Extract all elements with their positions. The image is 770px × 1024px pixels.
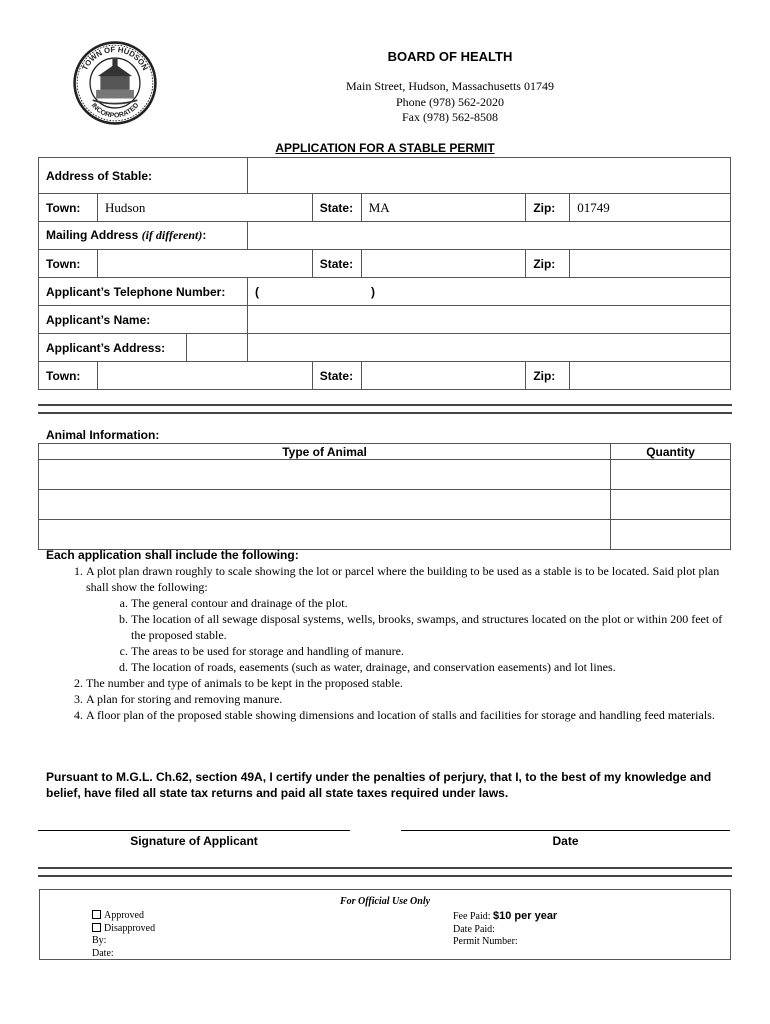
- type-of-animal-header: Type of Animal: [39, 444, 611, 460]
- applicant-state-field[interactable]: [361, 362, 526, 390]
- requirements-list: [48, 563, 728, 723]
- animal-type-field[interactable]: [39, 460, 611, 490]
- animal-info-heading: Animal Information:: [46, 428, 160, 442]
- org-fax: Fax (978) 562-8508: [402, 110, 498, 124]
- form-title: APPLICATION FOR A STABLE PERMIT: [275, 141, 495, 155]
- requirements-heading: Each application shall include the following:: [46, 548, 299, 562]
- org-phone: Phone (978) 562-2020: [396, 95, 504, 109]
- official-fee-column: [453, 910, 557, 949]
- animal-type-field[interactable]: [39, 490, 611, 520]
- list-item: 4. A floor plan of the proposed stable showing dimensions and location of stalls and facilities for storage and handling feed materials.: [86, 707, 728, 723]
- fee-paid-row: Fee Paid: $10 per year: [453, 910, 558, 922]
- town-seal-logo: [72, 40, 158, 126]
- list-item: 3. A plan for storing and removing manure.: [86, 691, 728, 707]
- animal-quantity-field[interactable]: [611, 460, 731, 490]
- applicant-name-field[interactable]: [247, 306, 730, 334]
- address-of-stable-field[interactable]: [247, 158, 730, 194]
- mailing-zip-label: Zip:: [526, 250, 570, 278]
- address-of-stable-label: Address of Stable:: [39, 158, 248, 194]
- animal-quantity-field[interactable]: [611, 490, 731, 520]
- stable-town-field[interactable]: Hudson: [97, 194, 312, 222]
- applicant-info-table: [38, 157, 731, 390]
- mailing-address-field[interactable]: [247, 222, 730, 250]
- signature-line[interactable]: [38, 830, 350, 831]
- section-divider: [38, 404, 732, 414]
- applicant-name-label: Applicant’s Name:: [39, 306, 248, 334]
- list-item: d. The location of roads, easements (such as water, drainage, and conservation easements) and lot lines.: [131, 659, 728, 675]
- stable-zip-label: Zip:: [526, 194, 570, 222]
- list-item: c. The areas to be used for storage and handling of manure.: [131, 643, 728, 659]
- date-paid-label: Date Paid:: [453, 923, 495, 935]
- checkbox-icon[interactable]: [92, 923, 101, 932]
- permit-number-label: Permit Number:: [453, 936, 518, 947]
- mailing-address-label: Mailing Address (if different):: [39, 222, 248, 250]
- stable-zip-field[interactable]: 01749: [570, 194, 731, 222]
- applicant-address-field[interactable]: [247, 334, 730, 362]
- org-address: Main Street, Hudson, Massachusetts 01749: [346, 79, 554, 93]
- date-line[interactable]: [401, 830, 730, 831]
- signature-label: Signature of Applicant: [130, 834, 258, 848]
- applicant-zip-field[interactable]: [570, 362, 731, 390]
- svg-text:TOWN OF HUDSON: TOWN OF HUDSON: [80, 44, 150, 72]
- by-label: By:: [92, 935, 107, 946]
- telephone-label: Applicant’s Telephone Number:: [39, 278, 248, 306]
- mailing-town-label: Town:: [39, 250, 98, 278]
- applicant-town-field[interactable]: [97, 362, 312, 390]
- approved-option[interactable]: Approved: [92, 910, 155, 923]
- tax-certification: Pursuant to M.G.L. Ch.62, section 49A, I certify under the penalties of perjury, that I, to the best of my knowledge and belief, have filed all state tax returns and paid all state taxes required under laws.: [46, 770, 712, 800]
- list-item: b. The location of all sewage disposal systems, wells, brooks, swamps, and structures located on the plot or within 200 feet of the proposed stable.: [131, 611, 728, 643]
- mailing-state-label: State:: [312, 250, 361, 278]
- org-name: BOARD OF HEALTH: [387, 49, 513, 64]
- checkbox-icon[interactable]: [92, 910, 101, 919]
- mailing-zip-field[interactable]: [570, 250, 731, 278]
- official-use-title: For Official Use Only: [339, 896, 431, 907]
- list-item: 2. The number and type of animals to be kept in the proposed stable.: [86, 675, 728, 691]
- mailing-state-field[interactable]: [361, 250, 526, 278]
- telephone-field[interactable]: ( ): [247, 278, 730, 306]
- list-item: 1. A plot plan drawn roughly to scale showing the lot or parcel where the building to be used as a stable is to be located. Said plot plan shall show the following: a. The general contour and drainage of the plot. b. The location of all sewage disposal systems, wells, brooks, swamps, and structures located on the plot or within 200 feet of the proposed stable. c. The areas to be used for storage and handling of manure. d. The location of roads, easements (such as water, drainage, and conservation easements) and lot lines.: [86, 563, 728, 675]
- svg-text:INCORPORATED: INCORPORATED: [89, 102, 141, 120]
- official-use-box: [39, 889, 731, 960]
- quantity-header: Quantity: [611, 444, 731, 460]
- applicant-zip-label: Zip:: [526, 362, 570, 390]
- applicant-address-label: Applicant’s Address:: [39, 334, 248, 362]
- stable-town-label: Town:: [39, 194, 98, 222]
- animal-quantity-field[interactable]: [611, 520, 731, 550]
- mailing-town-field[interactable]: [97, 250, 312, 278]
- stable-state-label: State:: [312, 194, 361, 222]
- animal-info-table: [38, 443, 731, 550]
- disapproved-option[interactable]: Disapproved: [92, 923, 155, 936]
- animal-type-field[interactable]: [39, 520, 611, 550]
- list-item: a. The general contour and drainage of the plot.: [131, 595, 728, 611]
- official-status-column: [92, 910, 155, 960]
- stable-state-field[interactable]: MA: [361, 194, 526, 222]
- applicant-town-label: Town:: [39, 362, 98, 390]
- section-divider: [38, 867, 732, 877]
- date-label: Date: [552, 834, 579, 848]
- applicant-state-label: State:: [312, 362, 361, 390]
- official-date-label: Date:: [92, 947, 114, 959]
